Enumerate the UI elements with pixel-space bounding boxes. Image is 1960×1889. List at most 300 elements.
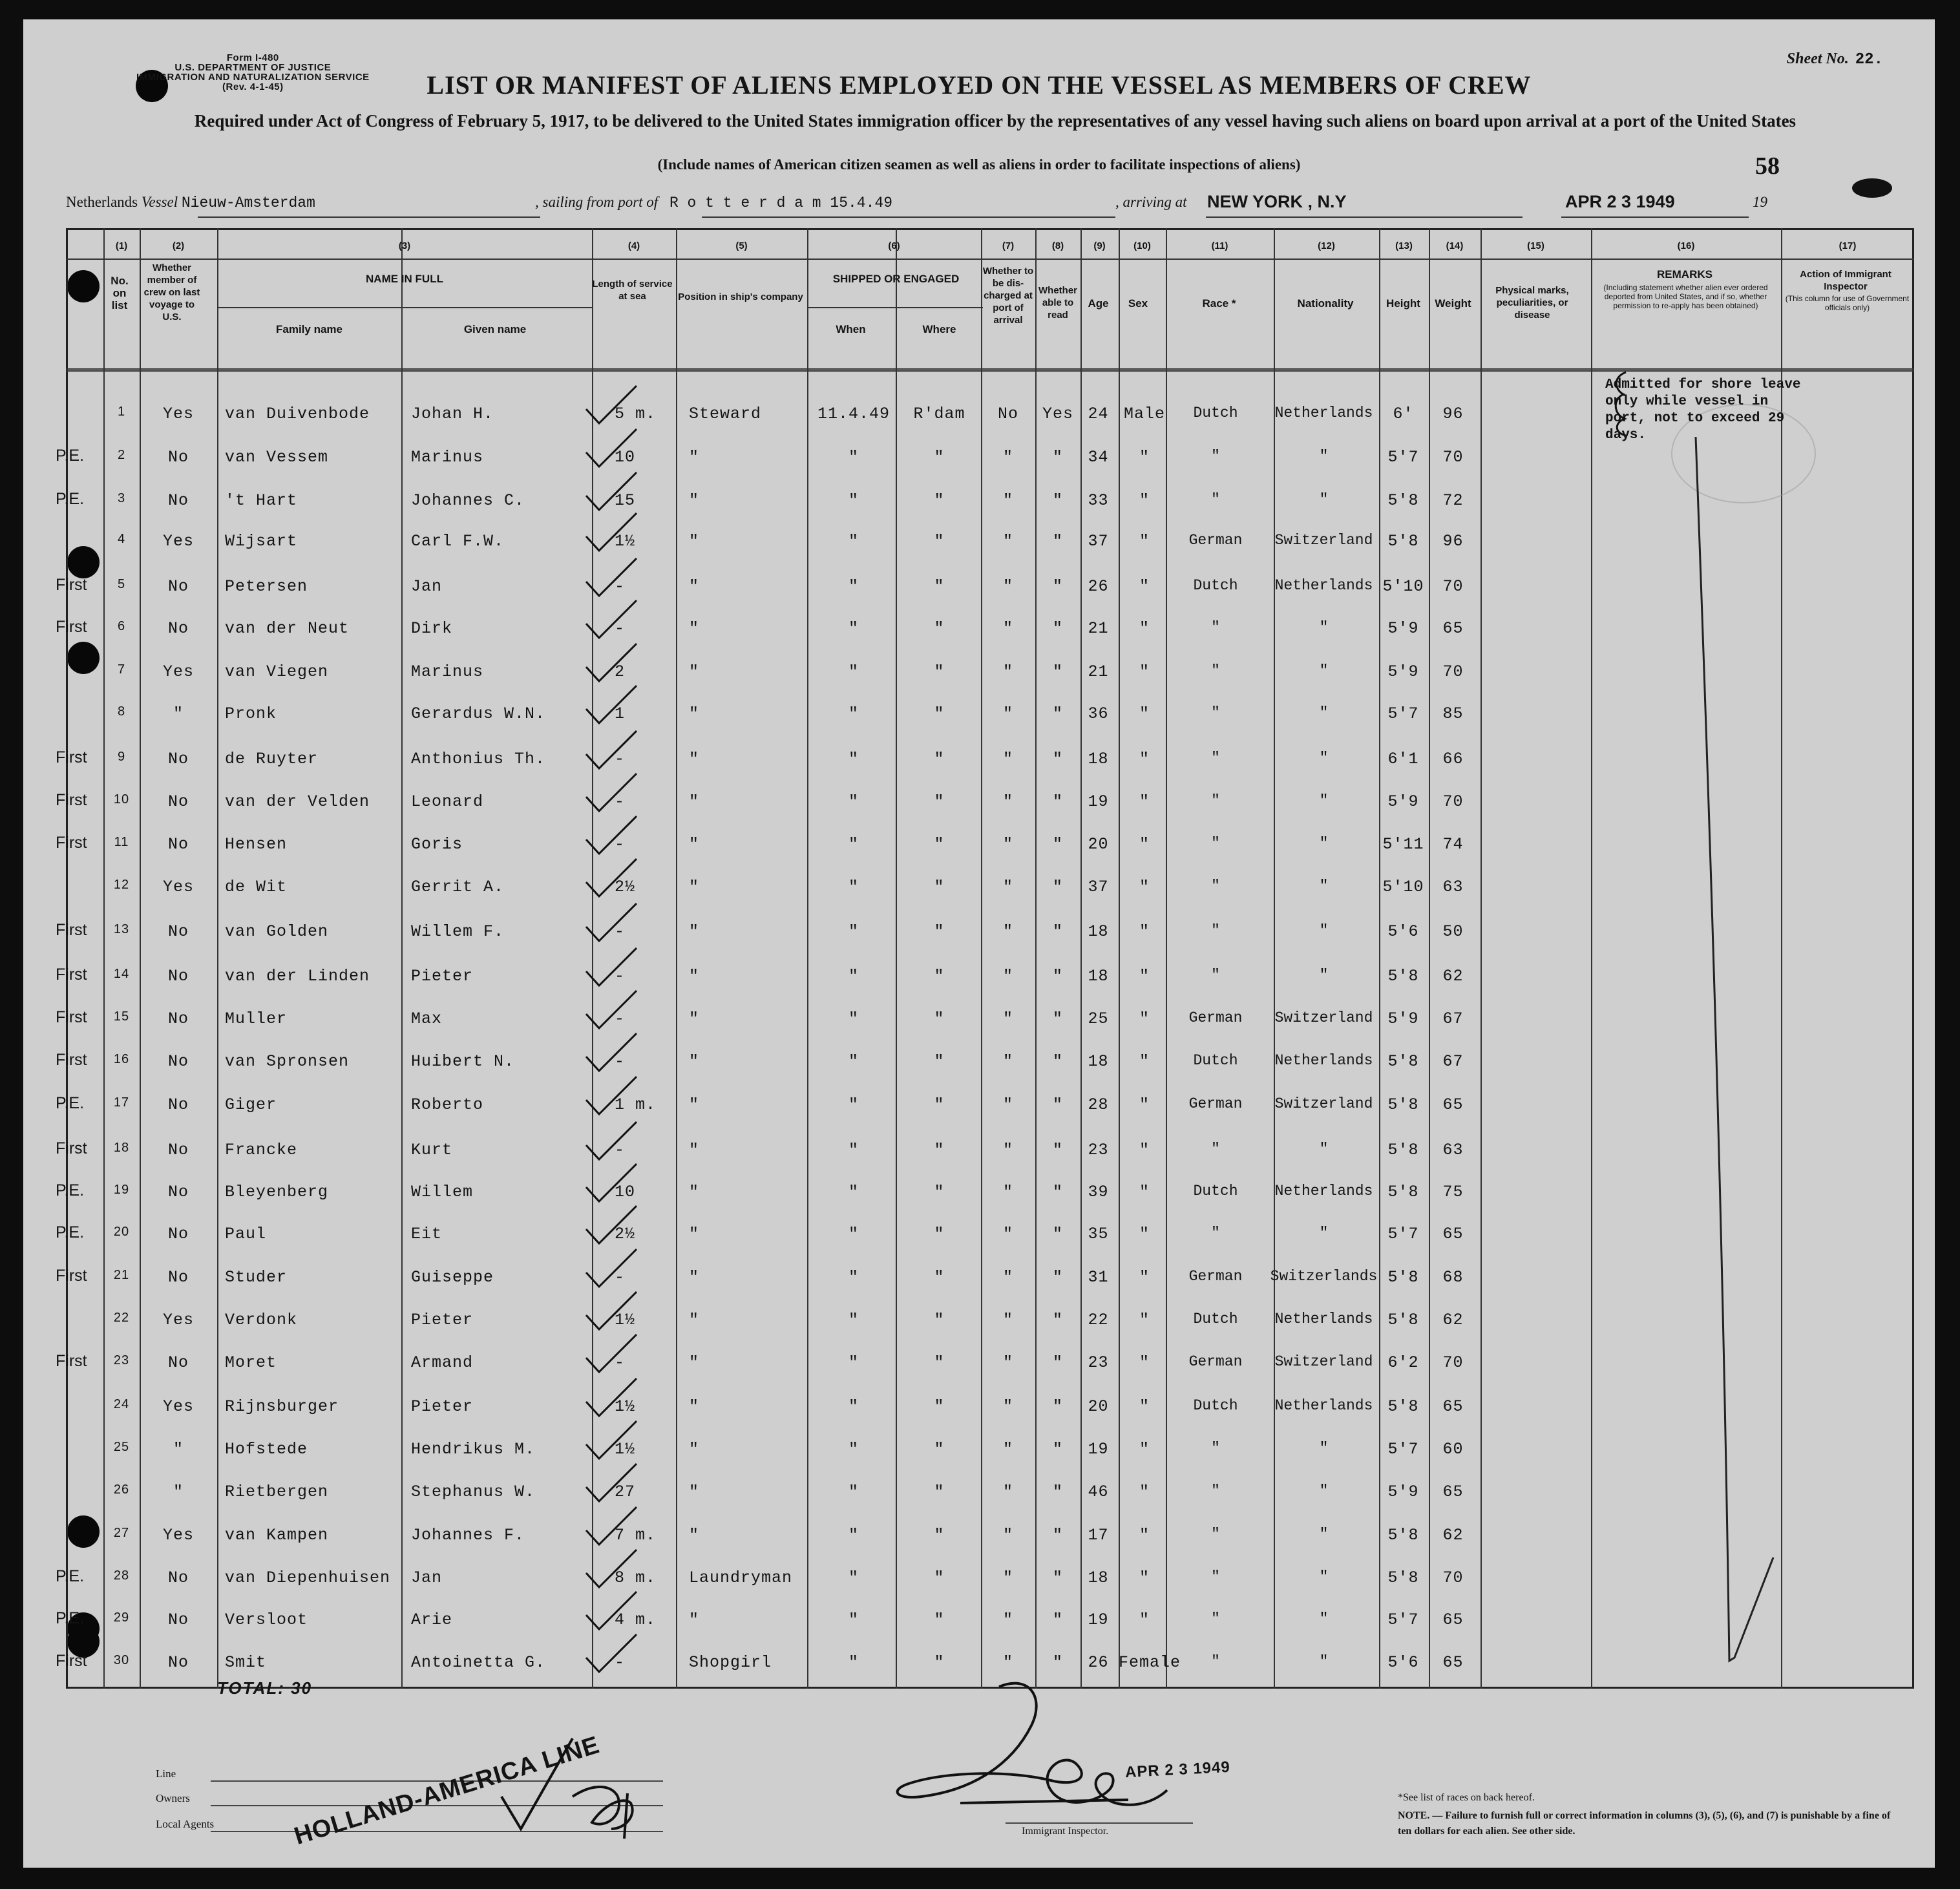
weight: 68 — [1442, 1268, 1464, 1287]
shipped-when: " — [848, 1268, 859, 1287]
status-mark: First — [56, 1139, 87, 1157]
previous-voyage: No — [167, 750, 189, 768]
age: 26 — [1088, 1653, 1109, 1672]
family-name: 't Hart — [225, 491, 298, 510]
column-divider — [1166, 228, 1167, 1689]
age: 18 — [1088, 922, 1109, 941]
race-note: *See list of races on back hereof. — [1398, 1792, 1535, 1803]
column-divider — [676, 228, 677, 1689]
given-name: Stephanus W. — [411, 1483, 536, 1501]
sheet-number — [1787, 50, 1883, 69]
check-mark — [582, 1029, 640, 1075]
column-number: (2) — [172, 240, 185, 251]
given-name: Gerardus W.N. — [411, 704, 546, 723]
status-mark: P.E. — [56, 1609, 85, 1627]
shipped-when: " — [848, 1440, 859, 1459]
weight: 65 — [1442, 1225, 1464, 1243]
age: 18 — [1088, 1568, 1109, 1587]
check-mark — [582, 640, 640, 685]
weight: 70 — [1442, 662, 1464, 681]
form-number: Form I-480 — [226, 52, 279, 63]
sex: " — [1139, 1440, 1150, 1459]
sex: " — [1139, 577, 1150, 596]
family-name: Muller — [225, 1009, 288, 1028]
shipped-where: " — [934, 1610, 945, 1629]
vessel-flag: Netherlands — [66, 194, 138, 210]
shipped-when: " — [848, 792, 859, 811]
family-name: van Viegen — [225, 662, 329, 681]
able-to-read: " — [1052, 577, 1063, 596]
weight: 63 — [1442, 1141, 1464, 1159]
discharged: " — [1002, 792, 1013, 811]
age: 18 — [1088, 750, 1109, 768]
header-race: Race * — [1202, 297, 1236, 310]
given-name: Willem — [411, 1183, 474, 1201]
previous-voyage: Yes — [162, 405, 194, 423]
race: " — [1211, 1610, 1220, 1627]
sex: " — [1139, 967, 1150, 986]
able-to-read: " — [1052, 1268, 1063, 1287]
status-mark: First — [56, 618, 87, 636]
inspector-label: Immigrant Inspector. — [1022, 1826, 1109, 1837]
race: " — [1211, 1225, 1220, 1241]
shipped-when: " — [848, 704, 859, 723]
row-number: 28 — [113, 1568, 130, 1583]
column-number: (16) — [1677, 240, 1695, 251]
status-mark: First — [56, 791, 87, 809]
underline — [702, 216, 1115, 218]
status-mark: First — [56, 1652, 87, 1670]
shipped-when: " — [848, 532, 859, 551]
sex: " — [1139, 619, 1150, 638]
given-name: Armand — [411, 1353, 474, 1372]
previous-voyage: No — [167, 922, 189, 941]
previous-voyage: Yes — [162, 1526, 194, 1545]
family-name: van Duivenbode — [225, 405, 370, 423]
weight: 70 — [1442, 577, 1464, 596]
previous-voyage: No — [167, 448, 189, 467]
age: 19 — [1088, 1440, 1109, 1459]
height: 5'11 — [1382, 835, 1424, 854]
sex: " — [1139, 662, 1150, 681]
weight: 65 — [1442, 1483, 1464, 1501]
position: " — [689, 1610, 700, 1629]
able-to-read: " — [1052, 1440, 1063, 1459]
given-name: Anthonius Th. — [411, 750, 546, 768]
discharged: " — [1002, 1526, 1013, 1545]
discharged: " — [1002, 491, 1013, 510]
row-number: 21 — [113, 1268, 130, 1282]
weight: 96 — [1442, 532, 1464, 551]
header-rule — [66, 370, 1914, 372]
height: 6'1 — [1387, 750, 1419, 768]
position: " — [689, 1183, 700, 1201]
shipped-when: " — [848, 967, 859, 986]
arrival-date: APR 2 3 1949 — [1565, 192, 1675, 211]
service-length: - — [615, 619, 626, 638]
able-to-read: " — [1052, 1568, 1063, 1587]
row-number: 2 — [117, 448, 126, 462]
nationality: Netherlands — [1274, 1311, 1373, 1327]
inspection-date-stamp: APR 2 3 1949 — [1124, 1758, 1231, 1782]
header-rule — [66, 368, 1914, 370]
given-name: Leonard — [411, 792, 484, 811]
previous-voyage: Yes — [162, 1311, 194, 1329]
able-to-read: " — [1052, 792, 1063, 811]
age: 31 — [1088, 1268, 1109, 1287]
able-to-read: " — [1052, 1353, 1063, 1372]
age: 18 — [1088, 1052, 1109, 1071]
shipped-where: " — [934, 967, 945, 986]
header-rule — [807, 307, 983, 308]
position: " — [689, 1225, 700, 1243]
sex: " — [1139, 704, 1150, 723]
given-name: Jan — [411, 577, 443, 596]
previous-voyage: Yes — [162, 662, 194, 681]
shipped-where: " — [934, 1440, 945, 1459]
shipped-when: " — [848, 1353, 859, 1372]
given-name: Huibert N. — [411, 1052, 515, 1071]
given-name: Pieter — [411, 1311, 474, 1329]
able-to-read: " — [1052, 1183, 1063, 1201]
position: " — [689, 491, 700, 510]
height: 5'6 — [1387, 1653, 1419, 1672]
able-to-read: " — [1052, 532, 1063, 551]
row-number: 6 — [117, 619, 126, 633]
check-mark — [582, 727, 640, 772]
service-length: 10 — [615, 448, 636, 467]
able-to-read: Yes — [1042, 405, 1073, 423]
family-name: de Ruyter — [225, 750, 319, 768]
previous-voyage: No — [167, 491, 189, 510]
status-mark: P.E. — [56, 1567, 85, 1585]
nationality: " — [1319, 1653, 1329, 1670]
position: " — [689, 619, 700, 638]
nationality: " — [1319, 878, 1329, 894]
sex: Female — [1119, 1653, 1181, 1672]
shipped-where: " — [934, 619, 945, 638]
given-name: Johan H. — [411, 405, 494, 423]
check-mark — [582, 900, 640, 945]
service-length: 4 m. — [615, 1610, 657, 1629]
height: 5'8 — [1387, 1052, 1419, 1071]
position: Shopgirl — [689, 1653, 772, 1672]
service-length: 10 — [615, 1183, 636, 1201]
family-name: Versloot — [225, 1610, 308, 1629]
given-name: Dirk — [411, 619, 453, 638]
discharged: " — [1002, 1268, 1013, 1287]
sex: " — [1139, 750, 1150, 768]
able-to-read: " — [1052, 704, 1063, 723]
include-note: (Include names of American citizen seamen as well as aliens in order to facilitate inspections of aliens) — [657, 156, 1301, 173]
sex: Male — [1123, 405, 1165, 423]
age: 20 — [1088, 835, 1109, 854]
header-previous-member: Whether member of crew on last voyage to U.S. — [143, 262, 200, 322]
nationality: " — [1319, 491, 1329, 508]
race: " — [1211, 662, 1220, 679]
check-mark — [582, 1118, 640, 1163]
position: " — [689, 1052, 700, 1071]
service-length: 1 — [615, 704, 626, 723]
age: 39 — [1088, 1183, 1109, 1201]
total-count: TOTAL: 30 — [217, 1678, 313, 1698]
status-mark: P.E. — [56, 490, 85, 508]
nationality: Netherlands — [1274, 1052, 1373, 1069]
weight: 62 — [1442, 967, 1464, 986]
sex: " — [1139, 792, 1150, 811]
age: 21 — [1088, 662, 1109, 681]
service-length: 8 m. — [615, 1568, 657, 1587]
check-mark — [582, 1375, 640, 1420]
check-mark — [582, 425, 640, 470]
status-mark: First — [56, 966, 87, 984]
shipped-where: " — [934, 835, 945, 854]
shipped-where: " — [934, 1052, 945, 1071]
sex: " — [1139, 1568, 1150, 1587]
shipped-when: " — [848, 1610, 859, 1629]
header-action: Action of Immigrant Inspector — [1800, 269, 1892, 292]
discharged: " — [1002, 835, 1013, 854]
height: 5'8 — [1387, 967, 1419, 986]
shipped-where: " — [934, 577, 945, 596]
race: " — [1211, 448, 1220, 465]
height: 5'8 — [1387, 1397, 1419, 1416]
family-name: Rietbergen — [225, 1483, 329, 1501]
race: German — [1188, 1009, 1243, 1026]
shipped-where: " — [934, 1397, 945, 1416]
discharged: " — [1002, 448, 1013, 467]
shipped-where: " — [934, 1268, 945, 1287]
column-divider — [1429, 228, 1430, 1689]
vessel-label: Vessel — [141, 194, 178, 210]
race: Dutch — [1193, 1183, 1238, 1199]
position: Steward — [689, 405, 762, 423]
shipped-where: " — [934, 448, 945, 467]
column-number: (3) — [398, 240, 411, 251]
nationality: " — [1319, 1225, 1329, 1241]
age: 37 — [1088, 878, 1109, 896]
position: " — [689, 704, 700, 723]
able-to-read: " — [1052, 448, 1063, 467]
sex: " — [1139, 1311, 1150, 1329]
previous-voyage: " — [173, 1440, 184, 1459]
status-mark: First — [56, 1352, 87, 1370]
discharged: " — [1002, 1440, 1013, 1459]
header-rule — [217, 307, 592, 308]
shipped-when: " — [848, 1397, 859, 1416]
height: 5'7 — [1387, 1610, 1419, 1629]
previous-voyage: " — [173, 704, 184, 723]
manifest-table — [66, 228, 1914, 1689]
family-name: de Wit — [225, 878, 288, 896]
row-number: 19 — [113, 1183, 130, 1197]
family-name: Petersen — [225, 577, 308, 596]
able-to-read: " — [1052, 1095, 1063, 1114]
service-length: - — [615, 967, 626, 986]
race: Dutch — [1193, 577, 1238, 594]
nationality: " — [1319, 792, 1329, 809]
position: " — [689, 1141, 700, 1159]
age: 23 — [1088, 1353, 1109, 1372]
inspector-signature — [883, 1674, 1206, 1829]
service-length: - — [615, 922, 626, 941]
age: 36 — [1088, 704, 1109, 723]
previous-voyage: No — [167, 1568, 189, 1587]
shipped-when: " — [848, 619, 859, 638]
column-number: (12) — [1318, 240, 1335, 251]
race: " — [1211, 922, 1220, 939]
age: 35 — [1088, 1225, 1109, 1243]
service-length: 2 — [615, 662, 626, 681]
agent-signature — [495, 1725, 663, 1842]
weight: 60 — [1442, 1440, 1464, 1459]
check-mark — [582, 1288, 640, 1333]
family-name: Bleyenberg — [225, 1183, 329, 1201]
nationality: Switzerland — [1274, 1095, 1373, 1112]
header-able-to-read: Whether able to read — [1038, 285, 1077, 321]
shipped-when: " — [848, 1568, 859, 1587]
race: " — [1211, 967, 1220, 984]
race: Dutch — [1193, 1052, 1238, 1069]
height: 5'8 — [1387, 1268, 1419, 1287]
vessel-name: Nieuw-Amsterdam — [181, 195, 315, 211]
family-name: van der Neut — [225, 619, 350, 638]
nationality: " — [1319, 1526, 1329, 1543]
row-number: 20 — [113, 1225, 130, 1239]
race: " — [1211, 704, 1220, 721]
row-number: 12 — [113, 878, 130, 892]
given-name: Marinus — [411, 662, 484, 681]
discharged: " — [1002, 1610, 1013, 1629]
shipped-when: " — [848, 1653, 859, 1672]
sex: " — [1139, 1268, 1150, 1287]
previous-voyage: Yes — [162, 1397, 194, 1416]
footer-owners-label: Owners — [156, 1792, 190, 1804]
underline — [1561, 216, 1749, 218]
age: 19 — [1088, 1610, 1109, 1629]
previous-voyage: No — [167, 1353, 189, 1372]
race: " — [1211, 835, 1220, 852]
row-number: 26 — [113, 1483, 130, 1497]
sex: " — [1139, 448, 1150, 467]
shipped-where: " — [934, 1653, 945, 1672]
position: " — [689, 662, 700, 681]
height: 5'8 — [1387, 1311, 1419, 1329]
sex: " — [1139, 1141, 1150, 1159]
header-sex: Sex — [1128, 297, 1148, 310]
shipped-where: " — [934, 1568, 945, 1587]
check-mark — [582, 855, 640, 900]
fine-note: NOTE. — Failure to furnish full or correct information in columns (3), (5), (6), and (7) is punishable by a fine of ten dollars for each alien. See other side. — [1398, 1810, 1891, 1837]
row-number: 29 — [113, 1610, 130, 1625]
age: 37 — [1088, 532, 1109, 551]
shipped-where: R'dam — [913, 405, 965, 423]
weight: 65 — [1442, 619, 1464, 638]
nationality: Switzerland — [1274, 1009, 1373, 1026]
race: " — [1211, 1141, 1220, 1157]
header-position: Position in ship's company — [678, 291, 803, 302]
discharged: " — [1002, 1225, 1013, 1243]
nationality: " — [1319, 1483, 1329, 1499]
race: " — [1211, 878, 1220, 894]
discharged: " — [1002, 1311, 1013, 1329]
nationality: Netherlands — [1274, 1183, 1373, 1199]
position: " — [689, 835, 700, 854]
row-number: 10 — [113, 792, 130, 807]
given-name: Marinus — [411, 448, 484, 467]
column-divider — [1274, 228, 1275, 1689]
row-number: 24 — [113, 1397, 130, 1411]
able-to-read: " — [1052, 1397, 1063, 1416]
nationality: " — [1319, 662, 1329, 679]
sex: " — [1139, 1353, 1150, 1372]
column-number: (7) — [1002, 240, 1015, 251]
shipped-where: " — [934, 750, 945, 768]
discharged: " — [1002, 878, 1013, 896]
height: 5'8 — [1387, 1526, 1419, 1545]
position: " — [689, 967, 700, 986]
header-family-name: Family name — [276, 323, 342, 335]
shipped-where: " — [934, 922, 945, 941]
service-name: IMMIGRATION AND NATURALIZATION SERVICE — [136, 72, 370, 83]
given-name: Guiseppe — [411, 1268, 494, 1287]
status-mark: First — [56, 1267, 87, 1285]
service-length: - — [615, 577, 626, 596]
sex: " — [1139, 1225, 1150, 1243]
able-to-read: " — [1052, 619, 1063, 638]
height: 5'8 — [1387, 491, 1419, 510]
check-mark — [582, 1503, 640, 1548]
column-number: (8) — [1051, 240, 1064, 251]
weight: 96 — [1442, 405, 1464, 423]
given-name: Pieter — [411, 1397, 474, 1416]
sex: " — [1139, 1483, 1150, 1501]
nationality: " — [1319, 967, 1329, 984]
able-to-read: " — [1052, 1610, 1063, 1629]
column-number: (17) — [1839, 240, 1857, 251]
check-mark — [582, 1245, 640, 1291]
header-remarks-note: (Including statement whether alien ever ordered deported from United States, and if so, whether permission to re-apply has been obtained) — [1603, 283, 1768, 310]
height: 5'7 — [1387, 704, 1419, 723]
discharged: " — [1002, 1653, 1013, 1672]
nationality: Switzerland — [1274, 1353, 1373, 1370]
previous-voyage: No — [167, 1610, 189, 1629]
document-title: LIST OR MANIFEST OF ALIENS EMPLOYED ON THE VESSEL AS MEMBERS OF CREW — [427, 70, 1532, 100]
remarks-check-line — [1691, 433, 1781, 1674]
nationality: " — [1319, 619, 1329, 636]
weight: 85 — [1442, 704, 1464, 723]
able-to-read: " — [1052, 1141, 1063, 1159]
previous-voyage: No — [167, 619, 189, 638]
check-mark — [582, 1546, 640, 1591]
height: 6'2 — [1387, 1353, 1419, 1372]
check-mark — [582, 944, 640, 989]
shipped-when: " — [848, 1225, 859, 1243]
age: 22 — [1088, 1311, 1109, 1329]
discharged: " — [1002, 619, 1013, 638]
shipped-when: " — [848, 922, 859, 941]
position: " — [689, 1397, 700, 1416]
header-where: Where — [922, 323, 956, 335]
row-number: 14 — [113, 967, 130, 981]
position: " — [689, 448, 700, 467]
given-name: Arie — [411, 1610, 453, 1629]
able-to-read: " — [1052, 662, 1063, 681]
shipped-where: " — [934, 1095, 945, 1114]
column-divider — [1591, 228, 1592, 1689]
race: " — [1211, 1440, 1220, 1457]
row-number: 3 — [117, 491, 126, 505]
